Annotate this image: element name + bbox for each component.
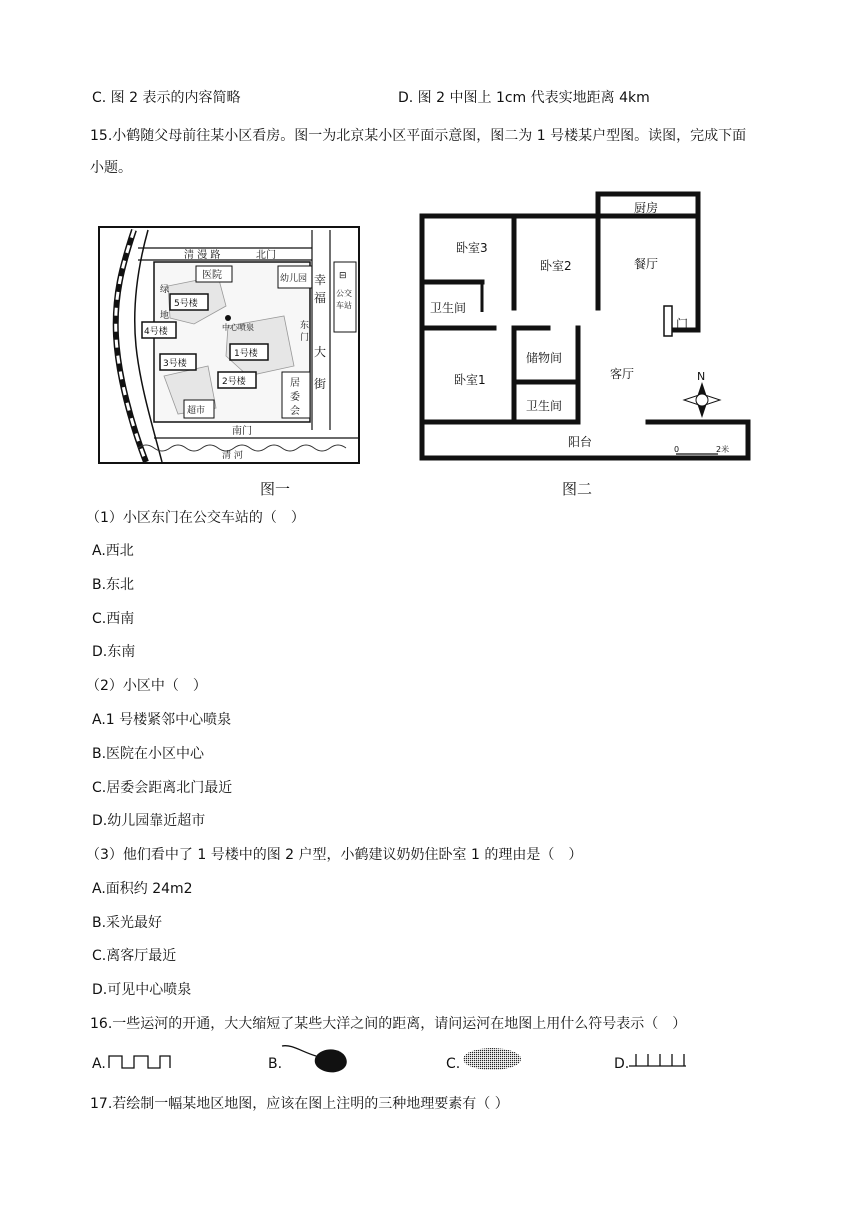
balcony-label: 阳台 <box>568 435 593 449</box>
street-label-1: 幸 <box>314 273 327 287</box>
scale-zero-label: 0 <box>674 445 680 454</box>
q15-stem: 15.小鹤随父母前往某小区看房。图一为北京某小区平面示意图，图二为 1 号楼某户型图。读图，完成下面 <box>90 128 747 144</box>
supermarket-label: 超市 <box>187 406 206 416</box>
river-label: 清 河 <box>222 451 243 461</box>
q14-option-d: D. 图 2 中图上 1cm 代表实地距离 4km <box>398 90 650 106</box>
q16-option-b-label: B. <box>268 1056 283 1072</box>
fountain-label: 中心喷泉 <box>222 323 254 332</box>
north-label: N <box>697 370 706 383</box>
bldg4-label: 4号楼 <box>144 327 168 337</box>
q16-option-a-label: A. <box>92 1056 106 1072</box>
sub3-option-c: C.离客厅最近 <box>92 948 177 964</box>
south-gate-label: 南门 <box>232 426 252 437</box>
hospital-label: 医院 <box>202 270 222 281</box>
committee-label-1: 居 <box>290 378 300 389</box>
bus-icon: ⊟ <box>339 271 347 281</box>
bus-label-1: 公交 <box>336 289 352 298</box>
bldg2-label: 2号楼 <box>222 377 246 387</box>
bath-bottom-label: 卫生间 <box>526 399 563 413</box>
bath-top-label: 卫生间 <box>430 301 467 315</box>
door-label: 门 <box>676 317 689 331</box>
east-gate-label-2: 门 <box>300 333 310 343</box>
kindergarten-label: 幼儿园 <box>280 274 308 284</box>
q16-option-b-symbol <box>280 1040 352 1076</box>
north-gate-label: 北门 <box>256 250 276 261</box>
sub3-option-a: A.面积约 24m2 <box>92 881 193 897</box>
sub1-option-a: A.西北 <box>92 543 134 559</box>
sub3-question: （3）他们看中了 1 号楼中的图 2 户型，小鹤建议奶奶住卧室 1 的理由是（ ） <box>86 847 583 863</box>
street-label-2: 福 <box>314 291 327 305</box>
green-label-2: 地 <box>160 311 170 321</box>
sub2-option-d: D.幼儿园靠近超市 <box>92 813 206 829</box>
q16-option-c-label: C. <box>446 1056 461 1072</box>
street-label-4: 街 <box>314 377 327 391</box>
committee-label-3: 会 <box>290 406 300 417</box>
bldg1-label: 1号楼 <box>234 349 258 359</box>
q17-stem: 17.若绘制一幅某地区地图，应该在图上注明的三种地理要素有（ ） <box>90 1096 509 1112</box>
north-arrow-icon <box>684 382 720 418</box>
figure-1-community-map <box>98 226 360 464</box>
sub3-option-b: B.采光最好 <box>92 915 163 931</box>
q16-option-c-symbol <box>460 1046 524 1072</box>
dining-label: 餐厅 <box>634 257 659 271</box>
bldg3-label: 3号楼 <box>163 359 187 369</box>
bldg5-label: 5号楼 <box>174 299 198 309</box>
street-label-3: 大 <box>314 345 327 359</box>
bedroom2-label: 卧室2 <box>540 259 572 273</box>
sub2-option-b: B.医院在小区中心 <box>92 746 205 762</box>
living-label: 客厅 <box>610 367 635 381</box>
q16-option-d-symbol <box>628 1050 688 1070</box>
committee-label-2: 委 <box>290 392 300 403</box>
sub2-question: （2）小区中（ ） <box>86 678 207 694</box>
green-label-1: 绿 <box>160 285 170 295</box>
q16-option-a-symbol <box>108 1048 172 1072</box>
q16-option-d-label: D. <box>614 1056 630 1072</box>
sub1-option-b: B.东北 <box>92 577 135 593</box>
east-gate-label-1: 东 <box>300 321 310 331</box>
fountain-icon <box>225 315 231 321</box>
north-road-label: 清 漫 路 <box>184 250 221 261</box>
q16-stem: 16.一些运河的开通，大大缩短了某些大洋之间的距离，请问运河在地图上用什么符号表示（ ） <box>90 1016 687 1032</box>
sub3-option-d: D.可见中心喷泉 <box>92 982 192 998</box>
sub2-option-c: C.居委会距离北门最近 <box>92 780 233 796</box>
figure-1-caption: 图一 <box>260 480 291 498</box>
figure-2-caption: 图二 <box>562 480 593 498</box>
bedroom3-label: 卧室3 <box>456 241 488 255</box>
sub1-question: （1）小区东门在公交车站的（ ） <box>86 510 305 526</box>
sub1-option-d: D.东南 <box>92 644 136 660</box>
q15-stem-cont: 小题。 <box>90 160 132 176</box>
kitchen-label: 厨房 <box>634 201 659 215</box>
bedroom1-label: 卧室1 <box>454 373 486 387</box>
sub1-option-c: C.西南 <box>92 611 135 627</box>
figure-2-floor-plan <box>418 190 762 464</box>
q14-option-c: C. 图 2 表示的内容简略 <box>92 90 241 106</box>
sub2-option-a: A.1 号楼紧邻中心喷泉 <box>92 712 232 728</box>
scale-two-label: 2米 <box>716 445 730 454</box>
storage-label: 储物间 <box>526 351 563 365</box>
bus-label-2: 车站 <box>336 301 352 310</box>
